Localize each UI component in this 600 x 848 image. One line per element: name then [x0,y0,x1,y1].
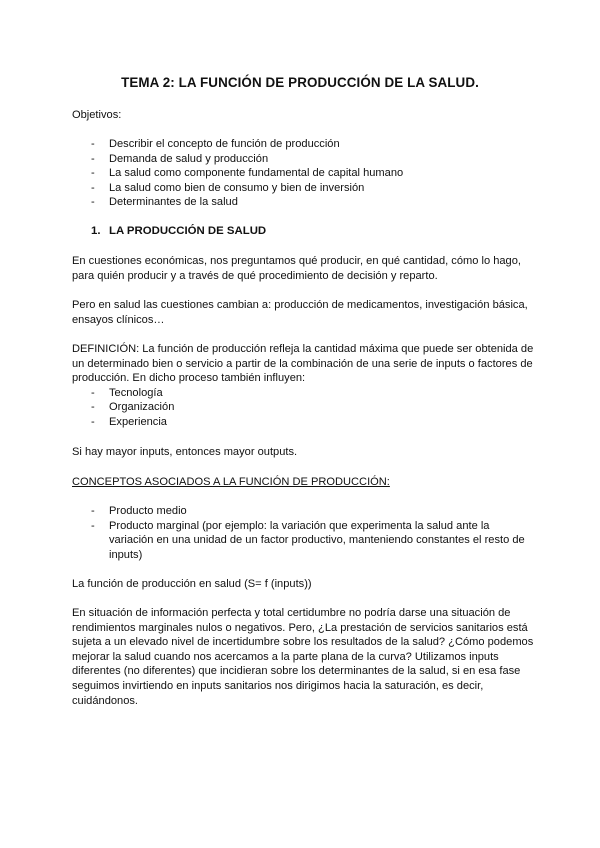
objectives-list [72,137,534,210]
concepts-list-block [72,504,534,562]
list-item: - Demanda de salud y producción [72,152,534,167]
section-heading-text: LA PRODUCCIÓN DE SALUD [109,225,267,237]
list-item: - Tecnología [72,386,534,401]
definition-text: DEFINICIÓN: La función de producción refleja la cantidad máxima que puede ser obtenida de un determinado bien o servicio a partir de la combinación de una serie de inputs o factores de producción. En dicho proceso también influyen: [72,343,534,385]
definition-block [72,342,534,430]
paragraph-uncertainty: En situación de información perfecta y total certidumbre no podría darse una situación de rendimientos marginales nulos o negativos. Pero, ¿La prestación de servicios sanitarios está sujeta a un elevado nivel de incertidumbre sobre los resultados de la salud? ¿Cómo podemos mejorar la salud cuando nos acercamos a la parte plana de la curva? Utilizamos inputs diferentes (no diferentes) que incidieran sobre los determinantes de la salud, si en esa fase seguimos invirtiendo en inputs sanitarios nos dirigimos hacia la saturación, es decir, cuidándonos. [72,607,534,707]
list-item: - Experiencia [72,415,534,430]
paragraph-health-questions: Pero en salud las cuestiones cambian a: producción de medicamentos, investigación básica, ensayos clínicos… [72,299,528,326]
concepts-list [72,504,534,562]
list-item: - La salud como componente fundamental de capital humano [72,166,534,181]
section-number: 1. [91,225,101,237]
list-item: - Organización [72,400,534,415]
influences-list [72,386,534,430]
objectives-label: Objetivos: [72,109,122,121]
paragraph-more-inputs: Si hay mayor inputs, entonces mayor outputs. [72,446,298,458]
list-item: - Determinantes de la salud [72,195,534,210]
list-item: - Describir el concepto de función de producción [72,137,534,152]
list-item: - Producto marginal (por ejemplo: la variación que experimenta la salud ante la variación en una unidad de un factor productivo, manteniendo constantes el resto de inputs) [72,519,534,563]
concepts-heading: CONCEPTOS ASOCIADOS A LA FUNCIÓN DE PRODUCCIÓN: [72,476,390,488]
paragraph-economic-questions: En cuestiones económicas, nos preguntamos qué producir, en qué cantidad, cómo lo hago, para quién producir y a través de qué procedimiento de decisión y reparto. [72,255,521,282]
list-item: - La salud como bien de consumo y bien de inversión [72,181,534,196]
production-function-line: La función de producción en salud (S= f (inputs)) [72,578,312,590]
objectives-list-block [72,137,534,210]
page-title: TEMA 2: LA FUNCIÓN DE PRODUCCIÓN DE LA SALUD. [121,75,479,90]
section-heading [72,224,553,239]
list-item: - Producto medio [72,504,534,519]
